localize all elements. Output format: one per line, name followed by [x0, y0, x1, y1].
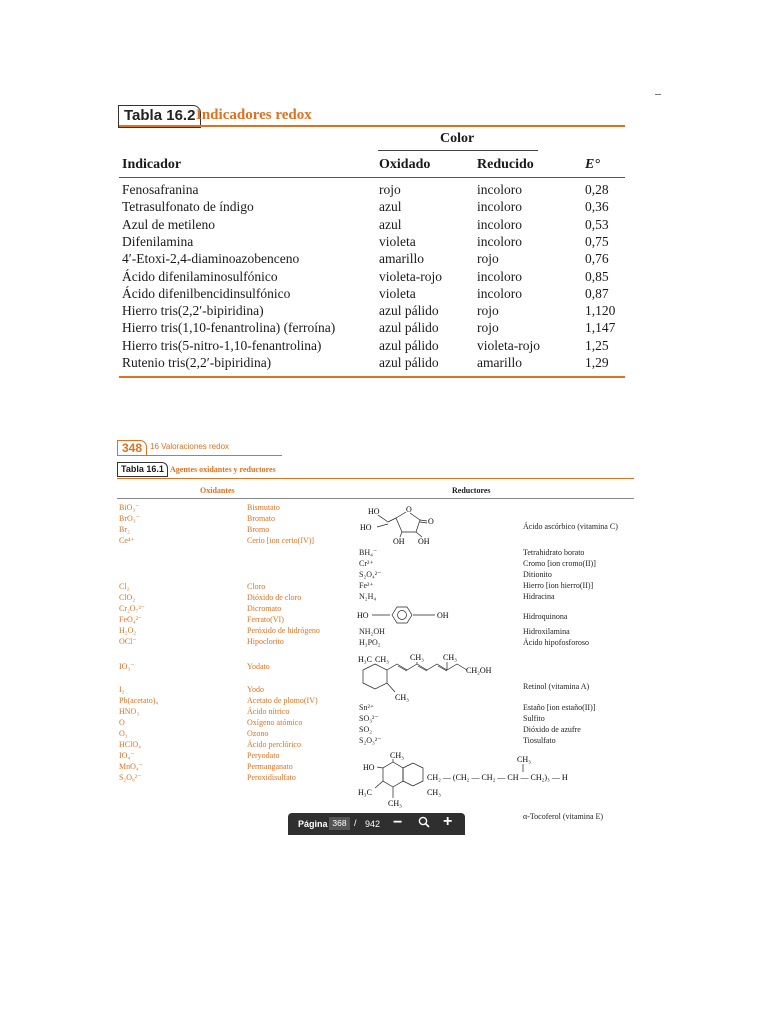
svg-text:CH₃: CH₃ [517, 755, 531, 764]
reductant-formula: H₃PO₂ [359, 638, 381, 647]
e0-header: E° [585, 157, 600, 172]
table-16-1-header-rule [117, 498, 634, 499]
reductant-formula: S₂O₄²⁻ [359, 570, 382, 579]
svg-text:CH₃: CH₃ [388, 799, 402, 808]
table-16-2-title: Indicadores redox [196, 107, 312, 123]
oxidized-cell: azul [379, 199, 402, 215]
reductant-name: Hierro [ion hierro(II)] [523, 581, 594, 590]
reduced-cell: rojo [477, 251, 499, 267]
table-16-2-bottom-rule [119, 376, 625, 378]
oxidant-formula: Pb(acetato)₄ [119, 696, 159, 705]
oxidant-name: Bismutato [247, 503, 280, 512]
oxidant-name: Bromo [247, 525, 270, 534]
oxidant-formula: I₂ [119, 685, 125, 694]
reduced-cell: incoloro [477, 182, 522, 197]
oxidant-formula: S₂O₈²⁻ [119, 773, 142, 782]
reductant-formula: S₂O₃²⁻ [359, 736, 382, 745]
page-separator: / [354, 818, 357, 828]
e0-cell: 0,76 [585, 251, 609, 267]
svg-text:OH: OH [418, 537, 430, 546]
indicator-cell: Azul de metileno [122, 216, 215, 232]
oxidant-name: Dicromato [247, 604, 282, 613]
oxidant-formula: O [119, 718, 125, 727]
oxidized-cell: rojo [379, 182, 401, 197]
oxidized-cell: azul pálido [379, 337, 439, 353]
reductant-name: Dióxido de azufre [523, 725, 581, 734]
oxidant-formula: Ce⁴⁺ [119, 536, 135, 545]
svg-text:H₃C: H₃C [358, 655, 372, 664]
reduced-cell: incoloro [477, 285, 522, 301]
reduced-cell: violeta-rojo [477, 337, 540, 353]
oxidant-formula: H₂O₂ [119, 626, 137, 635]
oxidized-cell: azul pálido [379, 355, 439, 370]
oxidant-formula: IO₄⁻ [119, 751, 135, 760]
oxidant-formula: ClO₂ [119, 593, 136, 602]
oxidant-name: Ácido nítrico [247, 707, 290, 716]
reductant-name: Ácido hipofosforoso [523, 638, 589, 647]
reductant-formula: SO₂ [359, 725, 373, 734]
e0-cell: 0,85 [585, 268, 609, 284]
oxidant-name: Peryodato [247, 751, 280, 760]
reductant-name: Hidracina [523, 592, 555, 601]
ascorbic-acid-structure [350, 500, 460, 550]
reductant-name: Ditionito [523, 570, 552, 579]
pdf-toolbar [288, 813, 465, 835]
oxidant-formula: HNO₃ [119, 707, 140, 716]
indicator-cell: Ácido difenilbencidinsulfónico [122, 285, 291, 301]
oxidant-name: Yodato [247, 662, 270, 671]
table-row [0, 302, 768, 319]
svg-text:CH₃: CH₃ [427, 788, 441, 797]
oxidized-header: Oxidado [379, 157, 431, 172]
reductant-name: α-Tocoferol (vitamina E) [523, 812, 604, 821]
reductant-formula: NH₂OH [359, 627, 385, 636]
oxidant-formula: FeO₄²⁻ [119, 615, 143, 624]
oxidant-name: Acetato de plomo(IV) [247, 696, 318, 705]
svg-text:CH₃: CH₃ [410, 653, 424, 662]
e0-cell: 0,36 [585, 199, 609, 215]
oxidant-formula: BiO₃⁻ [119, 503, 140, 512]
reduced-header: Reducido [477, 157, 534, 172]
reductant-formula: SO₃²⁻ [359, 714, 379, 723]
oxidant-name: Peroxidisulfato [247, 773, 296, 782]
oxidant-name: Hipoclorito [247, 637, 284, 646]
table-row [0, 216, 768, 233]
oxidant-formula: MnO₄⁻ [119, 762, 143, 771]
oxidized-cell: violeta [379, 285, 416, 301]
table-row [0, 181, 768, 198]
oxidant-name: Ozono [247, 729, 269, 738]
oxidant-name: Ferrato(VI) [247, 615, 284, 624]
oxidized-cell: azul pálido [379, 303, 439, 319]
e0-cell: 1,120 [585, 303, 616, 319]
reduced-cell: incoloro [477, 268, 522, 284]
reductant-name: Cromo [ion cromo(II)] [523, 559, 596, 568]
oxidized-cell: azul [379, 216, 402, 232]
svg-text:CH₃: CH₃ [395, 693, 409, 702]
e0-cell: 0,28 [585, 182, 609, 197]
oxidant-name: Peróxido de hidrógeno [247, 626, 320, 635]
oxidant-formula: O₃ [119, 729, 128, 738]
oxidant-formula: IO₃⁻ [119, 662, 135, 671]
color-group-rule [378, 150, 538, 151]
oxidant-name: Bromato [247, 514, 275, 523]
oxidant-name: Permanganato [247, 762, 293, 771]
reduced-cell: incoloro [477, 199, 522, 215]
e0-cell: 0,75 [585, 233, 609, 249]
zoom-in-button[interactable]: + [443, 813, 453, 830]
reduced-cell: amarillo [477, 355, 522, 370]
indicator-cell: Difenilamina [122, 233, 194, 249]
table-row [0, 268, 768, 285]
color-group-header: Color [440, 131, 475, 146]
indicator-cell: Tetrasulfonato de índigo [122, 199, 254, 215]
page-label: Página [298, 819, 328, 829]
svg-text:O: O [406, 505, 412, 514]
reductant-name: Sulfito [523, 714, 545, 723]
e0-cell: 1,25 [585, 337, 609, 353]
svg-text:HO: HO [368, 507, 380, 516]
zoom-out-button[interactable]: − [393, 814, 403, 831]
oxidant-formula: Cr₂O₇²⁻ [119, 604, 145, 613]
indicator-cell: 4′-Etoxi-2,4-diaminoazobenceno [122, 251, 300, 267]
top-right-mark: – [655, 86, 661, 100]
reductant-name: Tetrahidrato borato [523, 548, 585, 557]
reductant-formula: Fe²⁺ [359, 581, 374, 590]
svg-text:HO: HO [360, 523, 372, 532]
table-16-2-badge: Tabla 16.2 [118, 105, 201, 128]
table-row [0, 285, 768, 302]
hydroquinone-structure [355, 604, 465, 626]
svg-text:HO: HO [363, 763, 375, 772]
indicator-cell: Rutenio tris(2,2′-bipiridina) [122, 355, 272, 370]
reduced-cell: incoloro [477, 216, 522, 232]
reductant-name: Estaño [ion estaño(II)] [523, 703, 596, 712]
indicator-cell: Fenosafranina [122, 182, 199, 197]
oxidant-name: Yodo [247, 685, 264, 694]
page-number-input[interactable]: 368 [329, 817, 350, 830]
indicator-header: Indicador [122, 157, 182, 172]
svg-text:CH₃: CH₃ [390, 751, 404, 760]
oxidant-name: Cerio [ion cerio(IV)] [247, 536, 315, 545]
indicator-cell: Ácido difenilaminosulfónico [122, 268, 278, 284]
oxidant-formula: HClO₄ [119, 740, 141, 749]
svg-text:HO: HO [357, 611, 369, 620]
table-16-2-top-rule [119, 125, 625, 127]
svg-text:O: O [428, 517, 434, 526]
table-16-1-title: Agentes oxidantes y reductores [170, 465, 276, 474]
chapter-title: 16 Valoraciones redox [150, 442, 230, 451]
reductant-formula: BH₄⁻ [359, 548, 378, 557]
oxidants-header: Oxidantes [200, 486, 235, 495]
page-header-rule [117, 455, 282, 456]
oxidant-formula: Cl₂ [119, 582, 130, 591]
indicator-cell: Hierro tris(2,2′-bipiridina) [122, 303, 264, 319]
oxidant-formula: BrO₃⁻ [119, 514, 140, 523]
svg-text:OH: OH [393, 537, 405, 546]
reductant-formula: Cr²⁺ [359, 559, 374, 568]
reductant-name: Tiosulfato [523, 736, 556, 745]
total-pages: 942 [365, 819, 381, 829]
e0-cell: 0,53 [585, 216, 609, 232]
table-row [0, 354, 768, 371]
reductant-formula: Sn²⁺ [359, 703, 375, 712]
svg-text:CH₃: CH₃ [375, 655, 389, 664]
e0-cell: 1,147 [585, 320, 616, 336]
table-row [0, 233, 768, 250]
oxidant-name: Dióxido de cloro [247, 593, 302, 602]
zoom-icon[interactable] [418, 816, 430, 831]
page-number: 348 [117, 440, 147, 456]
oxidant-name: Ácido perclórico [247, 740, 301, 749]
table-16-2-header-rule [119, 177, 625, 178]
oxidized-cell: amarillo [379, 251, 424, 267]
reduced-cell: incoloro [477, 233, 522, 249]
oxidized-cell: azul pálido [379, 320, 439, 336]
oxidant-formula: Br₂ [119, 525, 130, 534]
indicator-cell: Hierro tris(5-nitro-1,10-fenantrolina) [122, 337, 322, 353]
reductant-formula: N₂H₄ [359, 592, 377, 601]
tocopherol-structure [355, 748, 595, 810]
retinol-structure [355, 650, 515, 706]
reductant-name: Hidroxilamina [523, 627, 570, 636]
reduced-cell: rojo [477, 320, 499, 336]
svg-text:CH₃: CH₃ [443, 653, 457, 662]
svg-text:CH₂ — (CH₂ — CH₂ — CH — CH₂)₃: CH₂ — (CH₂ — CH₂ — CH — CH₂)₃ — H [427, 773, 568, 782]
oxidant-name: Oxígeno atómico [247, 718, 303, 727]
oxidant-name: Cloro [247, 582, 266, 591]
reductant-name: Hidroquinona [523, 612, 568, 621]
oxidant-formula: OCl⁻ [119, 637, 137, 646]
reductant-name: Ácido ascórbico (vitamina C) [523, 522, 618, 531]
oxidized-cell: violeta [379, 233, 416, 249]
reduced-cell: rojo [477, 303, 499, 319]
oxidized-cell: violeta-rojo [379, 268, 442, 284]
table-row [0, 319, 768, 336]
table-row [0, 250, 768, 267]
svg-text:CH₂OH: CH₂OH [466, 666, 492, 675]
indicator-cell: Hierro tris(1,10-fenantrolina) (ferroína) [122, 320, 336, 336]
table-row [0, 198, 768, 215]
e0-cell: 0,87 [585, 285, 609, 301]
reductant-name: Retinol (vitamina A) [523, 682, 590, 691]
table-row [0, 337, 768, 354]
reductants-header: Reductores [452, 486, 491, 495]
table-16-1-badge: Tabla 16.1 [117, 462, 168, 477]
table-16-1-top-rule [117, 478, 634, 479]
svg-text:H₃C: H₃C [358, 788, 372, 797]
svg-text:OH: OH [437, 611, 449, 620]
e0-cell: 1,29 [585, 355, 609, 370]
